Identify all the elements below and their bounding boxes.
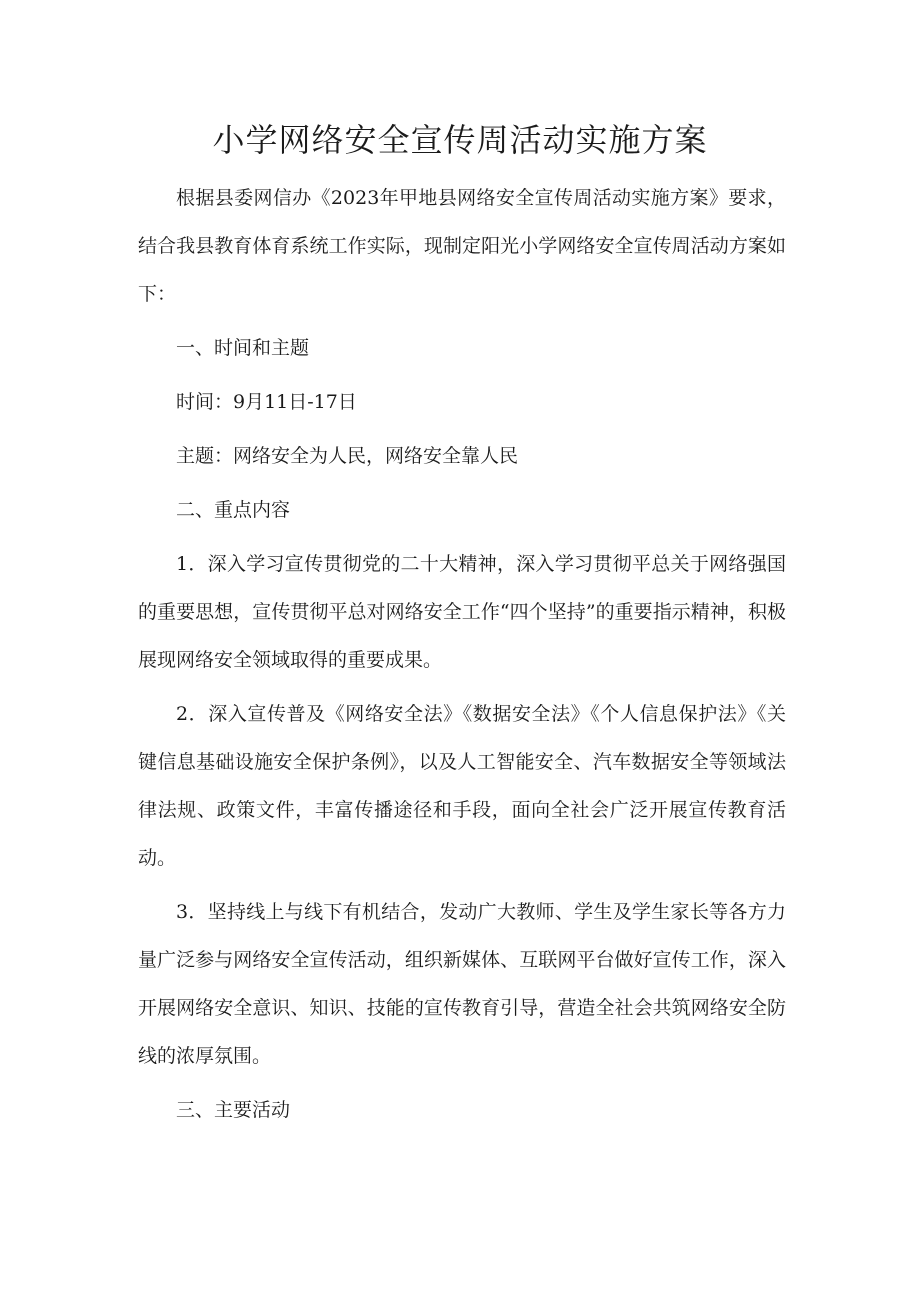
document-body (138, 174, 786, 1134)
key-content-item-1: 1．深入学习宣传贯彻党的二十大精神，深入学习贯彻平总关于网络强国的重要思想，宣传贯彻平总对网络安全工作“四个坚持”的重要指示精神，积极展现网络安全领域取得的重要成果。 (138, 553, 786, 671)
intro-paragraph: 根据县委网信办《2023年甲地县网络安全宣传周活动实施方案》要求，结合我县教育体育系统工作实际，现制定阳光小学网络安全宣传周活动方案如下： (138, 187, 786, 305)
section-heading-time-theme: 一、时间和主题 (176, 337, 310, 359)
key-content-item-3: 3．坚持线上与线下有机结合，发动广大教师、学生及学生家长等各方力量广泛参与网络安全宣传活动，组织新媒体、互联网平台做好宣传工作，深入开展网络安全意识、知识、技能的宣传教育引导，营造全社会共筑网络安全防线的浓厚氛围。 (138, 901, 786, 1067)
section-heading-main-activities: 三、主要活动 (176, 1099, 291, 1121)
section-heading-key-content: 二、重点内容 (176, 499, 291, 521)
time-line: 时间：9月11日-17日 (176, 391, 357, 413)
key-content-item-2: 2．深入宣传普及《网络安全法》《数据安全法》《个人信息保护法》《关键信息基础设施安全保护条例》，以及人工智能安全、汽车数据安全等领域法律法规、政策文件，丰富传播途径和手段，面向全社会广泛开展宣传教育活动。 (138, 703, 786, 869)
document-title: 小学网络安全宣传周活动实施方案 (212, 121, 708, 159)
theme-line: 主题：网络安全为人民，网络安全靠人民 (176, 445, 519, 467)
